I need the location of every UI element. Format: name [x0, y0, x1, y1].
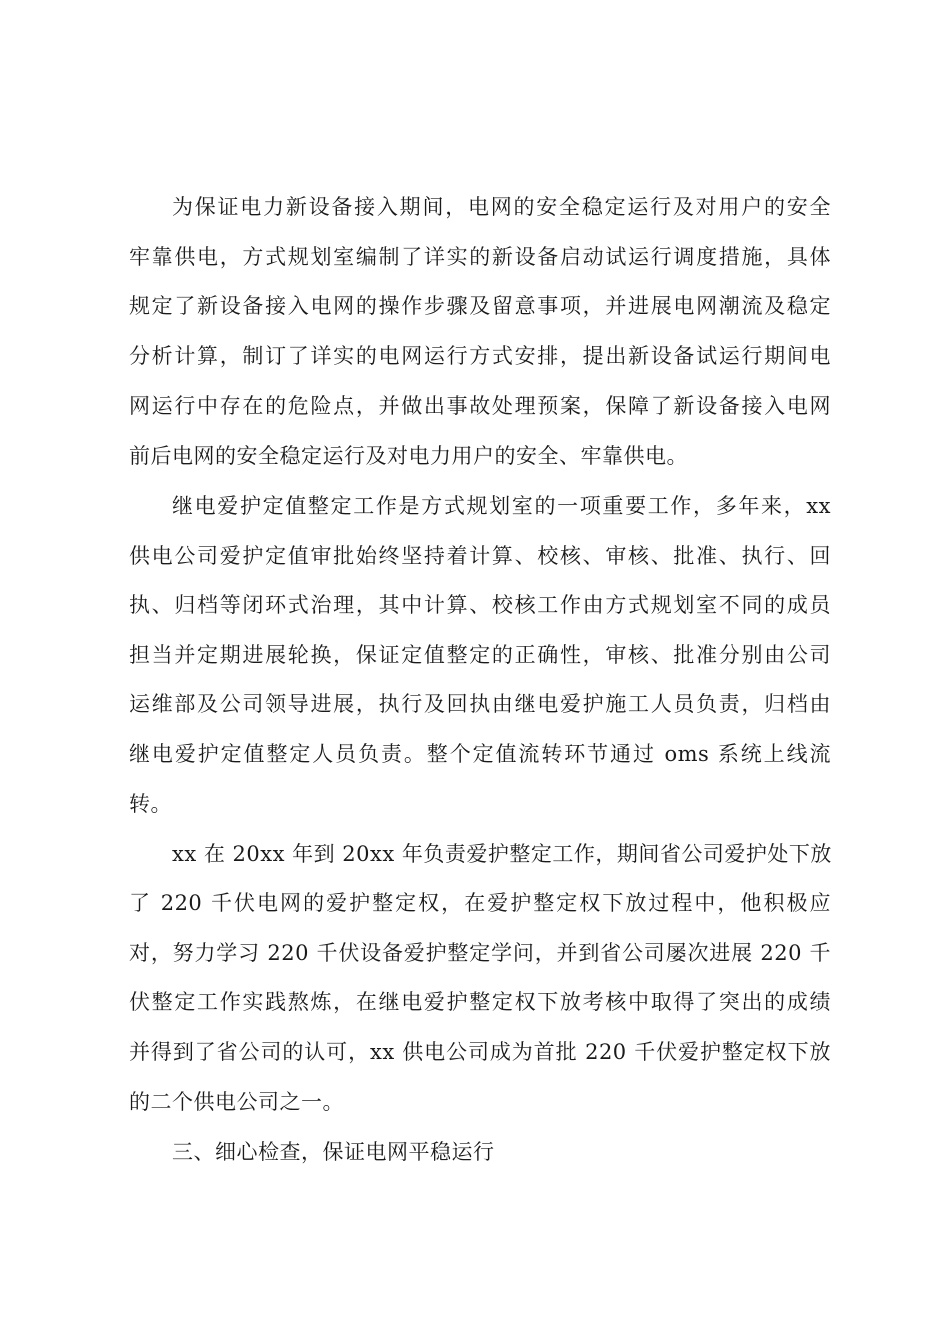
section-heading: 三、细心检查，保证电网平稳运行 [172, 1140, 495, 1164]
paragraph-3-line-5: 并得到了省公司的认可，xx 供电公司成为首批 220 千伏爱护整定权下放 [129, 1040, 831, 1064]
paragraph-1-line-6: 前后电网的安全稳定运行及对电力用户的安全、牢靠供电。 [129, 444, 688, 468]
paragraph-3-line-2: 了 220 千伏电网的爱护整定权，在爱护整定权下放过程中，他积极应 [129, 891, 831, 915]
paragraph-3-line-4: 伏整定工作实践熬炼，在继电爱护整定权下放考核中取得了突出的成绩 [129, 990, 831, 1014]
paragraph-1-line-1: 为保证电力新设备接入期间，电网的安全稳定运行及对用户的安全 [172, 195, 831, 219]
paragraph-2-line-6: 继电爱护定值整定人员负责。整个定值流转环节通过 oms 系统上线流 [129, 742, 831, 766]
paragraph-1-line-4: 分析计算，制订了详实的电网运行方式安排，提出新设备试运行期间电 [129, 344, 831, 368]
paragraph-3-line-1: xx 在 20xx 年到 20xx 年负责爱护整定工作，期间省公司爱护处下放 [172, 842, 832, 866]
paragraph-3-line-3: 对，努力学习 220 千伏设备爱护整定学问，并到省公司屡次进展 220 千 [129, 941, 831, 965]
paragraph-2-line-2: 供电公司爱护定值审批始终坚持着计算、校核、审核、批准、执行、回 [129, 544, 831, 568]
paragraph-2-line-7: 转。 [129, 792, 172, 816]
paragraph-1-line-5: 网运行中存在的危险点，并做出事故处理预案，保障了新设备接入电网 [129, 394, 831, 418]
paragraph-2-line-1: 继电爱护定值整定工作是方式规划室的一项重要工作，多年来，xx [172, 494, 831, 518]
paragraph-1-line-3: 规定了新设备接入电网的操作步骤及留意事项，并进展电网潮流及稳定 [129, 294, 831, 318]
paragraph-2-line-4: 担当并定期进展轮换，保证定值整定的正确性，审核、批准分别由公司 [129, 643, 831, 667]
paragraph-1-line-2: 牢靠供电，方式规划室编制了详实的新设备启动试运行调度措施，具体 [129, 245, 831, 269]
paragraph-2-line-5: 运维部及公司领导进展，执行及回执由继电爱护施工人员负责，归档由 [129, 692, 831, 716]
paragraph-3-line-6: 的二个供电公司之一。 [129, 1090, 344, 1114]
paragraph-2-line-3: 执、归档等闭环式治理，其中计算、校核工作由方式规划室不同的成员 [129, 593, 831, 617]
